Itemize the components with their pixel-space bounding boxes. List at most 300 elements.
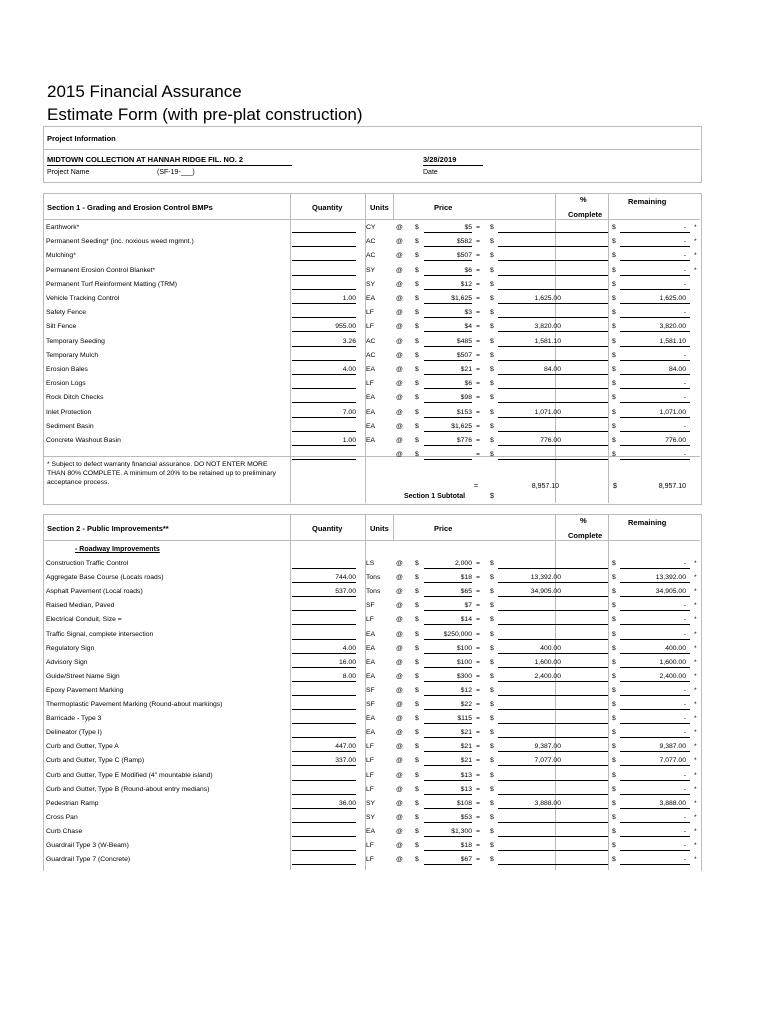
unit-cell: EA	[366, 408, 376, 416]
price-dollar: $	[415, 616, 419, 624]
item-description: Guardrail Type 7 (Concrete)	[46, 856, 131, 864]
price-dollar: $	[415, 588, 419, 596]
price-dollar: $	[415, 309, 419, 317]
equals-symbol: =	[476, 408, 480, 416]
remaining-dollar: $	[612, 729, 616, 737]
remaining-cell: -	[683, 309, 686, 317]
star-marker: *	[694, 701, 697, 708]
quantity-cell[interactable]	[292, 602, 356, 611]
equals-symbol: =	[476, 658, 480, 666]
at-symbol: @	[396, 252, 403, 260]
quantity-cell[interactable]	[292, 451, 356, 460]
at-symbol: @	[396, 842, 403, 849]
at-symbol: @	[396, 309, 403, 317]
price-cell: $4	[424, 323, 472, 332]
item-description: Permanent Seeding* (inc. noxious weed mgmnt.)	[46, 238, 194, 246]
star-marker: *	[694, 785, 697, 793]
unit-cell: AC	[366, 337, 376, 345]
table-row	[44, 278, 699, 292]
quantity-cell[interactable]: 537.00	[292, 588, 356, 597]
price-dollar: $	[415, 813, 419, 821]
amount-dollar: $	[490, 408, 494, 416]
subtotal-label: Section 1 Subtotal	[404, 493, 466, 500]
remaining-cell: -	[683, 842, 686, 849]
amount-dollar: $	[490, 771, 494, 779]
unit-cell: AC	[366, 351, 376, 359]
subtotal-remaining: 8,957.10	[658, 483, 686, 490]
quantity-cell[interactable]	[292, 828, 356, 837]
quantity-cell[interactable]: 4.00	[292, 366, 356, 375]
subtotal-amount: 8,957.10	[531, 483, 559, 490]
item-description: Epoxy Pavement Marking	[46, 686, 124, 694]
price-dollar: $	[415, 771, 419, 779]
amount-dollar: $	[490, 616, 494, 624]
amount-cell	[498, 828, 561, 836]
remaining-dollar: $	[612, 686, 616, 694]
equals-symbol: =	[476, 813, 480, 821]
item-description: Temporary Seeding	[46, 337, 105, 345]
quantity-cell[interactable]	[292, 267, 356, 276]
remaining-dollar: $	[612, 451, 616, 459]
remaining-cell: -	[683, 785, 686, 793]
remaining-cell: -	[683, 701, 686, 708]
price-cell	[424, 451, 472, 460]
amount-cell	[498, 352, 561, 360]
item-description: Rock Ditch Checks	[46, 394, 104, 402]
remaining-cell: 3,888.00	[659, 799, 686, 807]
star-marker: *	[694, 842, 697, 849]
price-dollar: $	[415, 351, 419, 359]
unit-cell: LF	[366, 616, 374, 624]
amount-dollar: $	[490, 644, 494, 652]
unit-cell: EA	[366, 366, 376, 373]
remaining-dollar: $	[612, 366, 616, 373]
amount-cell: 3,888.00	[534, 799, 561, 807]
price-dollar: $	[415, 266, 419, 274]
remaining-cell: 1,581.10	[659, 337, 686, 345]
table-row	[44, 420, 699, 434]
remaining-cell: -	[683, 686, 686, 694]
at-symbol: @	[396, 644, 403, 652]
table-row	[44, 292, 699, 306]
amount-dollar: $	[490, 323, 494, 331]
price-cell: $21	[424, 729, 472, 738]
equals-symbol: =	[476, 616, 480, 624]
quantity-cell[interactable]: 8.00	[292, 673, 356, 682]
at-symbol: @	[396, 560, 403, 567]
table-row	[44, 599, 699, 613]
remaining-cell: -	[683, 729, 686, 737]
project-name-value[interactable]: MIDTOWN COLLECTION AT HANNAH RIDGE FIL. NO. 2	[47, 155, 292, 166]
equals-symbol: =	[476, 451, 480, 459]
table-row	[44, 754, 699, 768]
price-cell: $65	[424, 588, 472, 597]
quantity-cell[interactable]	[292, 772, 356, 781]
at-symbol: @	[396, 422, 403, 430]
equals-symbol: =	[476, 422, 480, 430]
price-cell: $21	[424, 366, 472, 375]
quantity-cell[interactable]	[292, 856, 356, 865]
table-row	[44, 740, 699, 754]
quantity-cell[interactable]: 744.00	[292, 574, 356, 583]
equals-symbol: =	[476, 701, 480, 708]
at-symbol: @	[396, 337, 403, 345]
equals-symbol: =	[476, 757, 480, 765]
amount-cell	[498, 842, 561, 850]
amount-cell: 776.00	[540, 437, 561, 444]
at-symbol: @	[396, 437, 403, 444]
table-row	[44, 839, 699, 853]
quantity-cell[interactable]	[292, 842, 356, 851]
price-dollar: $	[415, 574, 419, 582]
table-row	[44, 377, 699, 391]
quantity-cell[interactable]	[292, 252, 356, 261]
at-symbol: @	[396, 799, 403, 807]
project-date-value[interactable]: 3/28/2019	[423, 155, 483, 166]
at-symbol: @	[396, 408, 403, 416]
amount-cell: 34,905.00	[530, 588, 561, 596]
star-marker: *	[694, 630, 697, 638]
amount-dollar: $	[490, 451, 494, 459]
roadway-subheading: - Roadway Improvements	[75, 546, 160, 553]
amount-cell: 9,387.00	[534, 743, 561, 751]
remaining-cell: -	[683, 560, 686, 567]
equals-symbol: =	[476, 394, 480, 402]
amount-dollar: $	[490, 672, 494, 680]
remaining-dollar: $	[612, 560, 616, 567]
price-cell: $3	[424, 309, 472, 318]
section1-heading: Section 1 - Grading and Erosion Control BMPs	[47, 203, 213, 212]
quantity-cell[interactable]: 16.00	[292, 659, 356, 668]
unit-cell: EA	[366, 729, 376, 737]
remaining-dollar: $	[612, 224, 616, 231]
price-dollar: $	[415, 451, 419, 459]
remaining-cell: 13,392.00	[655, 574, 686, 582]
amount-dollar: $	[490, 560, 494, 567]
equals-symbol: =	[476, 238, 480, 246]
amount-cell: 1,071.00	[534, 408, 561, 416]
item-description: Guide/Street Name Sign	[46, 672, 120, 680]
star-marker: *	[694, 560, 697, 567]
amount-cell: 3,820.00	[534, 323, 561, 331]
item-description: Curb Chase	[46, 827, 83, 835]
remaining-cell: 1,625.00	[659, 295, 686, 302]
amount-cell	[498, 814, 561, 822]
at-symbol: @	[396, 451, 403, 459]
item-description: Raised Median, Paved	[46, 602, 115, 610]
equals-symbol: =	[476, 827, 480, 835]
price-cell: $507	[424, 352, 472, 361]
item-description: Concrete Washout Basin	[46, 437, 121, 444]
equals-symbol: =	[476, 309, 480, 317]
at-symbol: @	[396, 238, 403, 246]
remaining-cell: 400.00	[665, 644, 686, 652]
unit-cell: LS	[366, 560, 375, 567]
at-symbol: @	[396, 588, 403, 596]
price-dollar: $	[415, 602, 419, 610]
item-description: Traffic Signal, complete intersection	[46, 630, 154, 638]
complete-header-2: Complete	[568, 531, 603, 540]
remaining-dollar: $	[612, 715, 616, 723]
price-cell: $115	[424, 715, 472, 724]
star-marker: *	[694, 757, 697, 765]
unit-cell: EA	[366, 672, 376, 680]
amount-cell	[498, 616, 561, 624]
amount-cell	[498, 224, 561, 232]
subtotal-rem-dollar: $	[613, 483, 617, 490]
quantity-cell[interactable]	[292, 224, 356, 233]
table-row	[44, 712, 699, 726]
star-marker: *	[694, 602, 697, 610]
table-row	[44, 349, 699, 363]
remaining-header: Remaining	[628, 197, 667, 206]
quantity-cell[interactable]	[292, 423, 356, 432]
quantity-cell[interactable]: 3.26	[292, 338, 356, 347]
equals-symbol: =	[476, 686, 480, 694]
amount-dollar: $	[490, 686, 494, 694]
unit-cell: SF	[366, 686, 375, 694]
quantity-cell[interactable]	[292, 616, 356, 625]
amount-cell	[498, 715, 561, 723]
price-dollar: $	[415, 394, 419, 402]
quantity-cell[interactable]	[292, 814, 356, 823]
equals-symbol: =	[476, 672, 480, 680]
quantity-header-2: Quantity	[312, 524, 343, 533]
remaining-cell: -	[683, 856, 686, 864]
remaining-cell: 2,400.00	[659, 672, 686, 680]
date-label: Date	[423, 169, 438, 176]
amount-cell: 1,625.00	[534, 295, 561, 302]
remaining-dollar: $	[612, 842, 616, 849]
at-symbol: @	[396, 827, 403, 835]
remaining-cell: -	[683, 238, 686, 246]
remaining-dollar: $	[612, 323, 616, 331]
price-dollar: $	[415, 560, 419, 567]
quantity-cell[interactable]: 36.00	[292, 800, 356, 809]
item-description: Earthwork*	[46, 224, 80, 231]
quantity-cell[interactable]: 955.00	[292, 323, 356, 332]
unit-cell: LF	[366, 856, 374, 864]
remaining-dollar: $	[612, 799, 616, 807]
remaining-cell: 776.00	[665, 437, 686, 444]
quantity-cell[interactable]	[292, 394, 356, 403]
price-cell: $21	[424, 757, 472, 766]
remaining-cell: -	[683, 715, 686, 723]
equals-symbol: =	[476, 337, 480, 345]
unit-cell: SF	[366, 602, 375, 610]
price-dollar: $	[415, 701, 419, 708]
price-cell: $485	[424, 338, 472, 347]
section2-heading: Section 2 - Public Improvements**	[47, 524, 169, 533]
quantity-cell[interactable]	[292, 786, 356, 795]
equals-symbol: =	[476, 729, 480, 737]
at-symbol: @	[396, 366, 403, 373]
amount-cell: 13,392.00	[530, 574, 561, 582]
star-marker: *	[694, 771, 697, 779]
equals-symbol: =	[476, 574, 480, 582]
warranty-note: * Subject to defect warranty financial assurance. DO NOT ENTER MORE THAN 80% COMPLETE. A minimum of 20% to be retained up to preliminary acceptance process.	[47, 461, 276, 486]
item-description: Thermoplastic Pavement Marking (Round-about markings)	[46, 701, 223, 708]
remaining-dollar: $	[612, 238, 616, 246]
price-header-2: Price	[434, 524, 453, 533]
amount-dollar: $	[490, 701, 494, 708]
unit-cell: CY	[366, 224, 376, 231]
table-row	[44, 557, 699, 571]
at-symbol: @	[396, 658, 403, 666]
unit-cell: EA	[366, 827, 376, 835]
equals-symbol: =	[476, 644, 480, 652]
remaining-cell: 84.00	[668, 366, 686, 373]
unit-cell: EA	[366, 394, 376, 402]
equals-symbol: =	[476, 437, 480, 444]
quantity-cell[interactable]	[292, 309, 356, 318]
quantity-cell[interactable]: 337.00	[292, 757, 356, 766]
remaining-dollar: $	[612, 757, 616, 765]
at-symbol: @	[396, 280, 403, 288]
quantity-cell[interactable]: 4.00	[292, 645, 356, 654]
quantity-cell[interactable]	[292, 701, 356, 710]
remaining-cell: -	[683, 351, 686, 359]
amount-dollar: $	[490, 266, 494, 274]
at-symbol: @	[396, 351, 403, 359]
quantity-cell[interactable]	[292, 631, 356, 640]
price-cell: 2,000	[424, 560, 472, 569]
amount-dollar: $	[490, 799, 494, 807]
equals-symbol: =	[476, 588, 480, 596]
subtotal-dollar: $	[490, 493, 494, 500]
item-description: Delineator (Type I)	[46, 729, 102, 737]
at-symbol: @	[396, 813, 403, 821]
quantity-cell[interactable]: 1.00	[292, 295, 356, 304]
table-row	[44, 306, 699, 320]
remaining-cell: -	[683, 252, 686, 260]
equals-symbol: =	[476, 224, 480, 231]
remaining-dollar: $	[612, 813, 616, 821]
quantity-cell[interactable]	[292, 281, 356, 290]
table-row	[44, 670, 699, 684]
remaining-dollar: $	[612, 588, 616, 596]
quantity-cell[interactable]	[292, 729, 356, 738]
amount-cell	[498, 786, 561, 794]
price-cell: $22	[424, 701, 472, 710]
unit-cell: LF	[366, 309, 374, 317]
at-symbol: @	[396, 715, 403, 723]
price-header: Price	[434, 203, 453, 212]
remaining-dollar: $	[612, 701, 616, 708]
amount-dollar: $	[490, 238, 494, 246]
remaining-dollar: $	[612, 252, 616, 260]
price-cell: $67	[424, 856, 472, 865]
amount-dollar: $	[490, 422, 494, 430]
price-dollar: $	[415, 224, 419, 231]
amount-cell: 1,581.10	[534, 337, 561, 345]
amount-dollar: $	[490, 280, 494, 288]
star-marker: *	[694, 856, 697, 864]
at-symbol: @	[396, 785, 403, 793]
price-dollar: $	[415, 658, 419, 666]
item-description: Construction Traffic Control	[46, 560, 129, 567]
amount-cell	[498, 856, 561, 864]
units-header-2: Units	[370, 524, 389, 533]
equals-symbol: =	[476, 366, 480, 373]
remaining-dollar: $	[612, 658, 616, 666]
table-row	[44, 391, 699, 405]
star-marker: *	[694, 672, 697, 680]
unit-cell: EA	[366, 422, 376, 430]
table-row	[44, 363, 699, 377]
quantity-cell[interactable]	[292, 687, 356, 696]
price-cell: $100	[424, 645, 472, 654]
equals-symbol: =	[476, 266, 480, 274]
quantity-cell[interactable]: 7.00	[292, 409, 356, 418]
remaining-dollar: $	[612, 827, 616, 835]
price-dollar: $	[415, 295, 419, 302]
price-dollar: $	[415, 715, 419, 723]
amount-cell	[498, 701, 561, 709]
quantity-cell[interactable]	[292, 352, 356, 361]
amount-cell	[498, 631, 561, 639]
unit-cell: EA	[366, 658, 376, 666]
subtotal-eq: =	[474, 483, 479, 490]
remaining-dollar: $	[612, 422, 616, 430]
amount-cell: 7,077.00	[534, 757, 561, 765]
quantity-cell[interactable]: 1.00	[292, 437, 356, 446]
quantity-cell[interactable]	[292, 238, 356, 247]
sf-number-label: (SF-19-___)	[157, 169, 195, 176]
at-symbol: @	[396, 266, 403, 274]
equals-symbol: =	[476, 602, 480, 610]
remaining-dollar: $	[612, 394, 616, 402]
quantity-cell[interactable]: 447.00	[292, 743, 356, 752]
equals-symbol: =	[476, 380, 480, 388]
remaining-cell: -	[683, 394, 686, 402]
price-cell: $108	[424, 800, 472, 809]
quantity-cell[interactable]	[292, 560, 356, 569]
price-cell: $1,625	[424, 423, 472, 432]
price-dollar: $	[415, 337, 419, 345]
at-symbol: @	[396, 686, 403, 694]
price-dollar: $	[415, 729, 419, 737]
unit-cell: EA	[366, 630, 376, 638]
unit-cell: Tons	[366, 574, 381, 582]
remaining-cell: -	[683, 280, 686, 288]
amount-cell: 84.00	[543, 366, 561, 373]
unit-cell: SY	[366, 813, 376, 821]
table-row	[44, 613, 699, 627]
equals-symbol: =	[476, 743, 480, 751]
table-row	[44, 249, 699, 263]
table-row	[44, 853, 699, 867]
amount-dollar: $	[490, 842, 494, 849]
quantity-cell[interactable]	[292, 380, 356, 389]
table-row	[44, 684, 699, 698]
star-marker: *	[694, 224, 697, 231]
price-cell: $5	[424, 224, 472, 233]
table-row	[44, 811, 699, 825]
amount-dollar: $	[490, 380, 494, 388]
amount-dollar: $	[490, 366, 494, 373]
unit-cell: EA	[366, 644, 376, 652]
item-description: Curb and Gutter, Type A	[46, 743, 119, 751]
star-marker: *	[694, 644, 697, 652]
remaining-dollar: $	[612, 266, 616, 274]
remaining-cell: -	[683, 422, 686, 430]
price-cell: $18	[424, 574, 472, 583]
quantity-cell[interactable]	[292, 715, 356, 724]
table-row	[44, 769, 699, 783]
amount-dollar: $	[490, 295, 494, 302]
equals-symbol: =	[476, 280, 480, 288]
